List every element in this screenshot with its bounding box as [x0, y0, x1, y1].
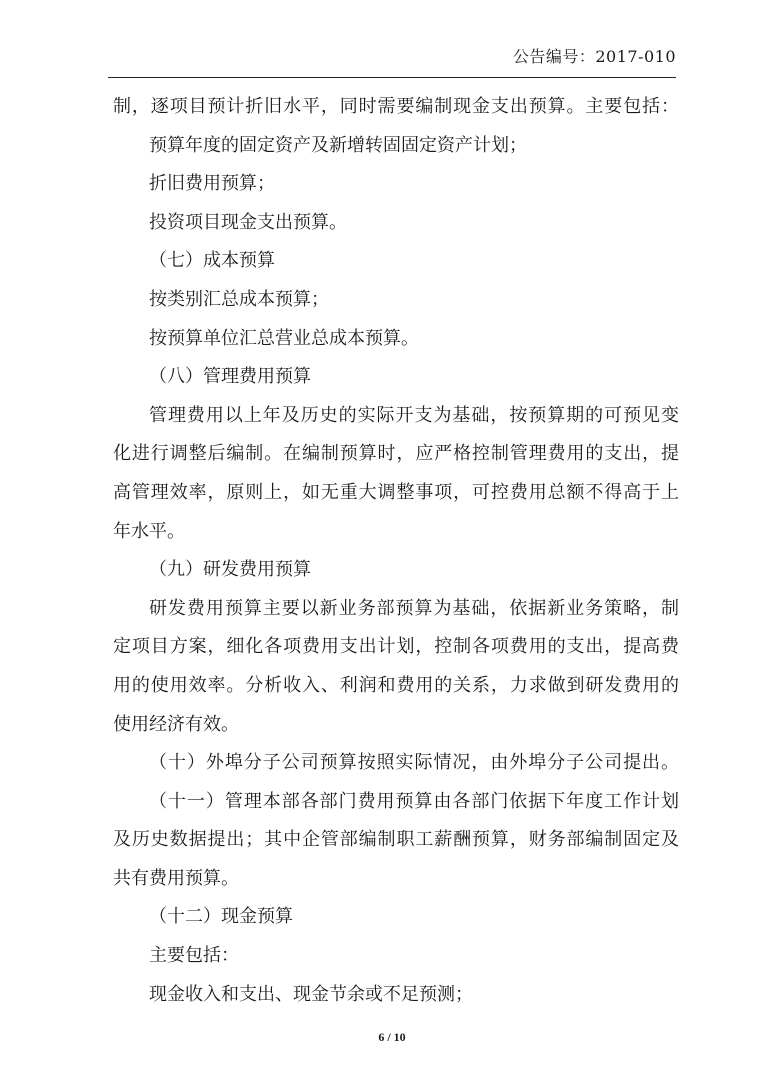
paragraph-line: 主要包括：	[149, 945, 239, 967]
section-heading: （十二）现金预算	[149, 906, 293, 928]
paragraph-line: 投资项目现金支出预算。	[149, 211, 347, 233]
paragraph-line: 管理费用以上年及历史的实际开支为基础，按预算期的可预见变	[149, 404, 679, 426]
page-number: 6 / 10	[378, 1030, 406, 1044]
paragraph-line: 用的使用效率。分析收入、利润和费用的关系，力求做到研发费用的	[113, 674, 679, 696]
paragraph-line: 折旧费用预算；	[149, 173, 275, 195]
paragraph-line: 及历史数据提出；其中企管部编制职工薪酬预算，财务部编制固定及	[113, 829, 679, 851]
section-heading: （九）研发费用预算	[149, 559, 311, 581]
section-heading: （八）管理费用预算	[149, 366, 311, 388]
paragraph-line: 年水平。	[113, 520, 185, 542]
paragraph-line: 化进行调整后编制。在编制预算时，应严格控制管理费用的支出，提	[113, 443, 679, 465]
document-body	[113, 88, 679, 1014]
paragraph-line: 制，逐项目预计折旧水平，同时需要编制现金支出预算。主要包括：	[113, 96, 679, 117]
paragraph-line: （十）外埠分子公司预算按照实际情况，由外埠分子公司提出。	[149, 752, 679, 774]
announcement-number: 公告编号：2017-010	[512, 47, 676, 66]
paragraph-line: 共有费用预算。	[113, 867, 239, 889]
paragraph-line: 使用经济有效。	[113, 713, 239, 735]
header-divider	[108, 77, 676, 78]
paragraph-line: （十一）管理本部各部门费用预算由各部门依据下年度工作计划	[149, 790, 679, 812]
paragraph-line: 现金收入和支出、现金节余或不足预测；	[149, 983, 473, 1005]
paragraph-line: 预算年度的固定资产及新增转固固定资产计划；	[149, 134, 527, 156]
paragraph-line: 按预算单位汇总营业总成本预算。	[149, 327, 419, 349]
paragraph-line: 高管理效率，原则上，如无重大调整事项，可控费用总额不得高于上	[113, 481, 679, 503]
paragraph-line: 按类别汇总成本预算；	[149, 288, 329, 310]
paragraph-line: 研发费用预算主要以新业务部预算为基础，依据新业务策略，制	[149, 597, 679, 619]
paragraph-line: 定项目方案，细化各项费用支出计划，控制各项费用的支出，提高费	[113, 636, 679, 658]
section-heading: （七）成本预算	[149, 250, 275, 272]
